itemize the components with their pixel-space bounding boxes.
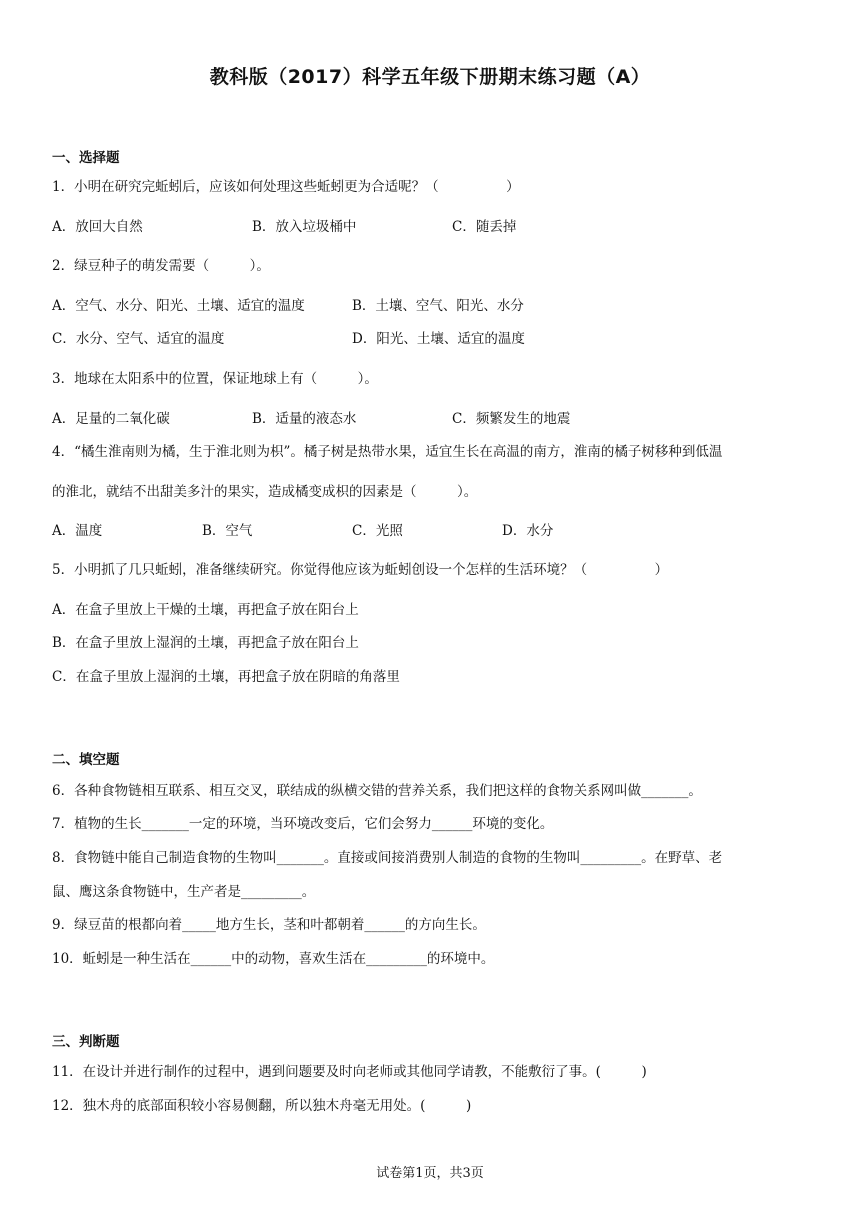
q1-option-a: A．放回大自然 bbox=[52, 219, 143, 235]
question-11: 11．在设计并进行制作的过程中，遇到问题要及时向老师或其他同学请教，不能敷衍了事。( ) bbox=[52, 1064, 647, 1080]
question-2: 2．绿豆种子的萌发需要（ ）。 bbox=[52, 258, 270, 274]
page-footer: 试卷第1页，共3页 bbox=[376, 1166, 484, 1181]
q1-option-b: B．放入垃圾桶中 bbox=[252, 219, 357, 235]
question-4-line-2: 的淮北，就结不出甜美多汁的果实，造成橘变成枳的因素是（ ）。 bbox=[52, 484, 478, 500]
section-heading-choice: 一、选择题 bbox=[52, 150, 120, 166]
q4-option-d: D．水分 bbox=[502, 523, 554, 539]
q3-option-a: A．足量的二氧化碳 bbox=[52, 411, 170, 427]
q5-option-b: B．在盒子里放上湿润的土壤，再把盒子放在阳台上 bbox=[52, 635, 359, 651]
q2-option-d: D．阳光、土壤、适宜的温度 bbox=[352, 331, 525, 347]
q4-option-b: B．空气 bbox=[202, 523, 253, 539]
q1-option-c: C．随丢掉 bbox=[452, 219, 517, 235]
question-3: 3．地球在太阳系中的位置，保证地球上有（ ）。 bbox=[52, 371, 378, 387]
q5-option-c: C．在盒子里放上湿润的土壤，再把盒子放在阴暗的角落里 bbox=[52, 669, 400, 685]
question-8-line-1: 8．食物链中能自己制造食物的生物叫_______。直接或间接消费别人制造的食物的生物叫_________。在野草、老 bbox=[52, 850, 723, 866]
question-1: 1．小明在研究完蚯蚓后，应该如何处理这些蚯蚓更为合适呢？（ ） bbox=[52, 179, 520, 195]
question-7: 7．植物的生长_______一定的环境，当环境改变后，它们会努力______环境的变化。 bbox=[52, 816, 554, 832]
section-heading-fill: 二、填空题 bbox=[52, 752, 120, 768]
q3-option-b: B．适量的液态水 bbox=[252, 411, 357, 427]
question-10: 10．蚯蚓是一种生活在______中的动物，喜欢生活在_________的环境中。 bbox=[52, 951, 495, 967]
question-8-line-2: 鼠、鹰这条食物链中，生产者是_________。 bbox=[52, 884, 316, 900]
q2-option-c: C．水分、空气、适宜的温度 bbox=[52, 331, 225, 347]
q2-option-b: B．土壤、空气、阳光、水分 bbox=[352, 298, 524, 314]
question-12: 12．独木舟的底部面积较小容易侧翻，所以独木舟毫无用处。( ) bbox=[52, 1098, 472, 1114]
q3-option-c: C．频繁发生的地震 bbox=[452, 411, 571, 427]
q4-option-a: A．温度 bbox=[52, 523, 103, 539]
question-4-line-1: 4．“橘生淮南则为橘，生于淮北则为枳”。橘子树是热带水果，适宜生长在高温的南方，淮南的橘子树移种到低温 bbox=[52, 444, 723, 460]
q2-option-a: A．空气、水分、阳光、土壤、适宜的温度 bbox=[52, 298, 305, 314]
question-6: 6．各种食物链相互联系、相互交叉，联结成的纵横交错的营养关系，我们把这样的食物关系网叫做_______。 bbox=[52, 783, 702, 799]
q5-option-a: A．在盒子里放上干燥的土壤，再把盒子放在阳台上 bbox=[52, 602, 359, 618]
question-9: 9．绿豆苗的根都向着_____地方生长，茎和叶都朝着______的方向生长。 bbox=[52, 917, 486, 933]
section-heading-judge: 三、判断题 bbox=[52, 1034, 120, 1050]
question-5: 5．小明抓了几只蚯蚓，准备继续研究。你觉得他应该为蚯蚓创设一个怎样的生活环境？（ ） bbox=[52, 562, 669, 578]
page-title: 教科版（2017）科学五年级下册期末练习题（A） bbox=[209, 66, 651, 88]
q4-option-c: C．光照 bbox=[352, 523, 403, 539]
